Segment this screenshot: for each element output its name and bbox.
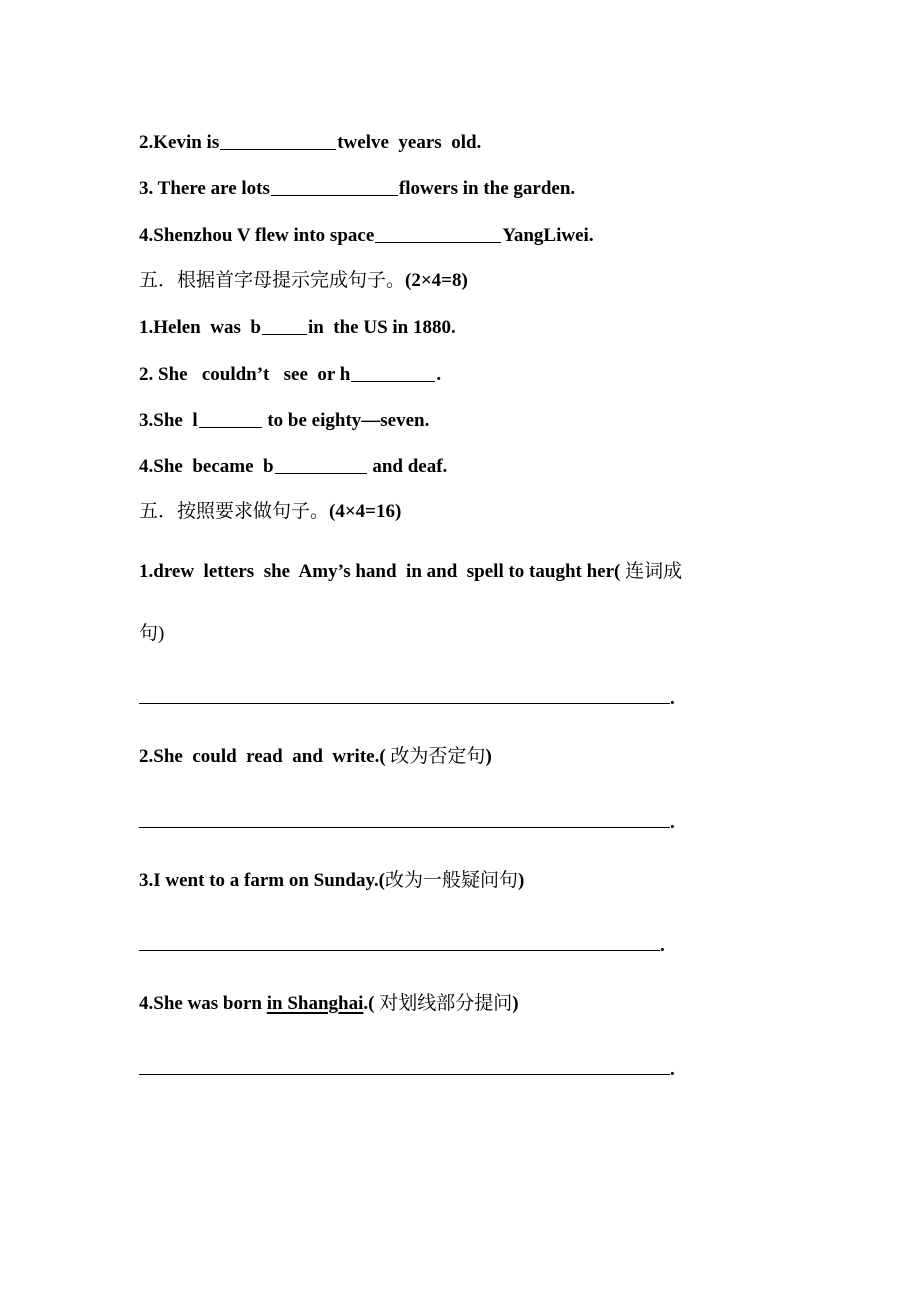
answer-blank[interactable]	[199, 408, 262, 428]
question-text: twelve years old.	[337, 132, 482, 153]
question-text: 3.She l	[139, 410, 198, 431]
answer-blank[interactable]	[220, 130, 336, 150]
question-1-reorder	[139, 560, 682, 584]
question-text: 3. There are lots	[139, 178, 270, 199]
instruction-text: 改为一般疑问句	[384, 870, 518, 891]
question-2-negative	[139, 745, 492, 769]
answer-rule[interactable]	[139, 932, 660, 951]
question-text: )	[518, 870, 525, 891]
question-text: 4.Shenzhou V flew into space	[139, 225, 375, 246]
period: .	[670, 688, 675, 709]
question-text: .(	[363, 993, 375, 1014]
answer-rule[interactable]	[139, 809, 670, 828]
question-4-blind	[139, 454, 447, 479]
question-text: 2. She couldn’t see or h	[139, 364, 351, 385]
question-text: YangLiwei.	[502, 225, 594, 246]
question-text: 2.Kevin is	[139, 132, 220, 153]
question-2-kevin	[139, 130, 481, 155]
answer-rule[interactable]	[139, 685, 670, 704]
answer-line-2[interactable]	[139, 809, 675, 833]
section-heading-initials	[139, 269, 468, 293]
answer-blank[interactable]	[351, 362, 435, 382]
question-text: .	[436, 364, 442, 385]
question-text: in the US in 1880.	[307, 317, 456, 338]
question-4-whquestion	[139, 992, 519, 1016]
answer-rule[interactable]	[139, 1056, 670, 1075]
period: .	[670, 1059, 675, 1080]
question-3-flowers	[139, 176, 575, 201]
question-text: and deaf.	[367, 456, 448, 477]
question-text: )	[512, 993, 519, 1014]
question-text: 2.She could read and write.(	[139, 746, 386, 767]
instruction-text: 改为否定句	[385, 746, 486, 767]
question-text: 3.I went to a farm on Sunday.(	[139, 870, 385, 891]
score-text: (4×4=16)	[329, 501, 402, 522]
question-2-hear	[139, 362, 441, 387]
answer-blank[interactable]	[262, 315, 307, 335]
score-text: (2×4=8)	[405, 270, 468, 291]
question-1-helen	[139, 315, 456, 340]
instruction-text: 句)	[139, 623, 165, 644]
question-3-yesno	[139, 869, 524, 893]
section-heading-transform	[139, 500, 401, 524]
answer-line-3[interactable]	[139, 932, 665, 956]
question-text: 1.Helen was b	[139, 317, 261, 338]
question-1-reorder-cont	[139, 622, 164, 646]
question-text: )	[485, 746, 492, 767]
question-text: 4.She was born	[139, 993, 267, 1014]
heading-text: 五．根据首字母提示完成句子。	[139, 270, 406, 291]
question-4-shenzhou	[139, 223, 594, 248]
instruction-text: 连词成	[620, 561, 683, 582]
instruction-text: 对划线部分提问	[374, 993, 513, 1014]
answer-line-4[interactable]	[139, 1056, 675, 1080]
question-3-lived	[139, 408, 429, 433]
period: .	[660, 935, 665, 956]
question-text: 1.drew letters she Amy’s hand in and spell to taught her(	[139, 561, 621, 582]
underlined-phrase: in Shanghai	[266, 993, 364, 1014]
answer-blank[interactable]	[275, 454, 367, 474]
question-text: to be eighty—seven.	[262, 410, 430, 431]
answer-line-1[interactable]	[139, 685, 675, 709]
question-text: flowers in the garden.	[398, 178, 576, 199]
answer-blank[interactable]	[375, 223, 501, 243]
question-text: 4.She became b	[139, 456, 274, 477]
heading-text: 五．按照要求做句子。	[139, 501, 330, 522]
period: .	[670, 812, 675, 833]
answer-blank[interactable]	[271, 176, 398, 196]
